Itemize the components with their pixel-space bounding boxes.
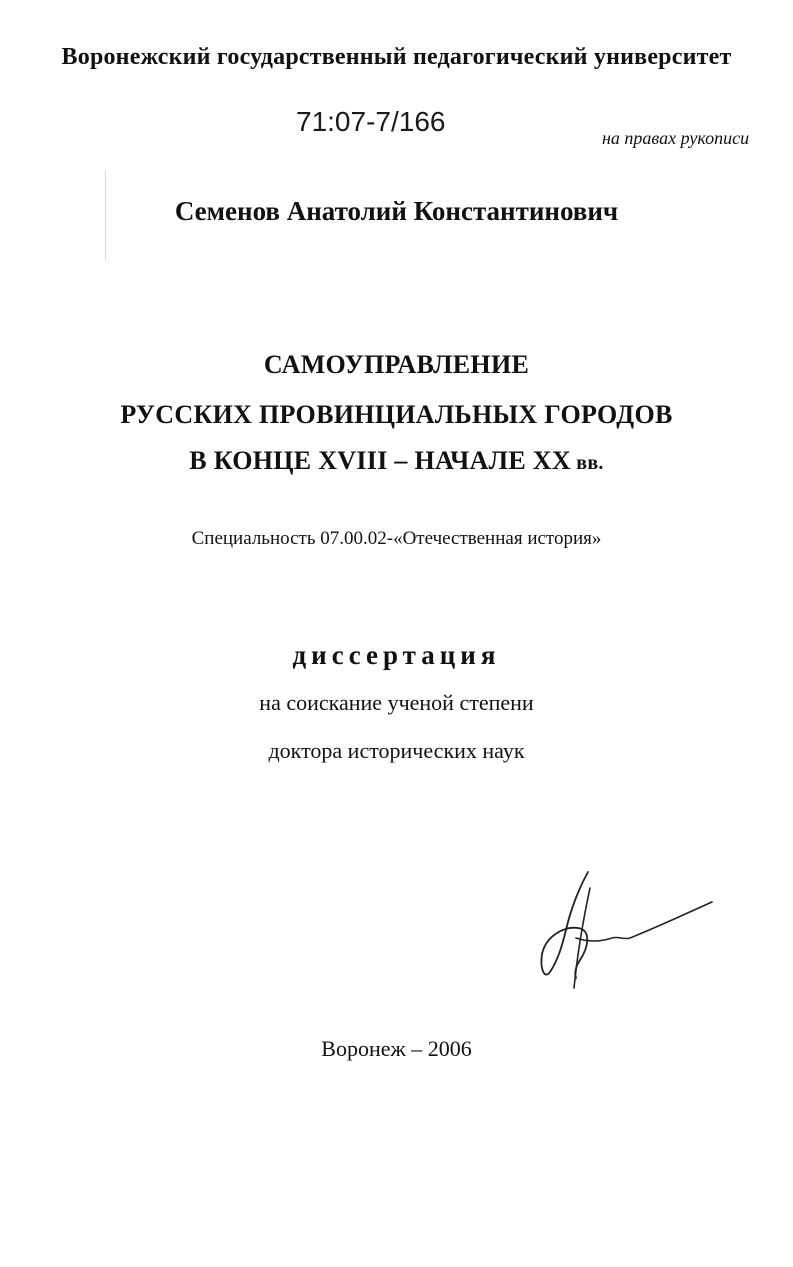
author-name: Семенов Анатолий Константинович bbox=[174, 196, 619, 226]
document-type: диссертация bbox=[292, 640, 501, 670]
degree-line-1: на соискание ученой степени bbox=[259, 690, 534, 715]
university-name: Воронежский государственный педагогический университет bbox=[61, 44, 732, 70]
title-line-1: САМОУПРАВЛЕНИЕ bbox=[263, 350, 530, 379]
signature-icon bbox=[530, 868, 720, 998]
catalog-number: 71:07-7/166 bbox=[296, 106, 446, 137]
title-line-2: РУССКИХ ПРОВИНЦИАЛЬНЫХ ГОРОДОВ bbox=[120, 400, 673, 429]
title-line-3-main: В КОНЦЕ XVIII – НАЧАЛЕ XX bbox=[189, 446, 571, 475]
title-line-3-suffix: вв. bbox=[570, 452, 604, 474]
title-line-3 bbox=[0, 446, 793, 476]
rights-note: на правах рукописи bbox=[602, 128, 750, 148]
degree-line-2: доктора исторических наук bbox=[268, 738, 525, 763]
city-year: Воронеж – 2006 bbox=[321, 1036, 472, 1061]
specialty: Специальность 07.00.02-«Отечественная история» bbox=[191, 528, 602, 549]
